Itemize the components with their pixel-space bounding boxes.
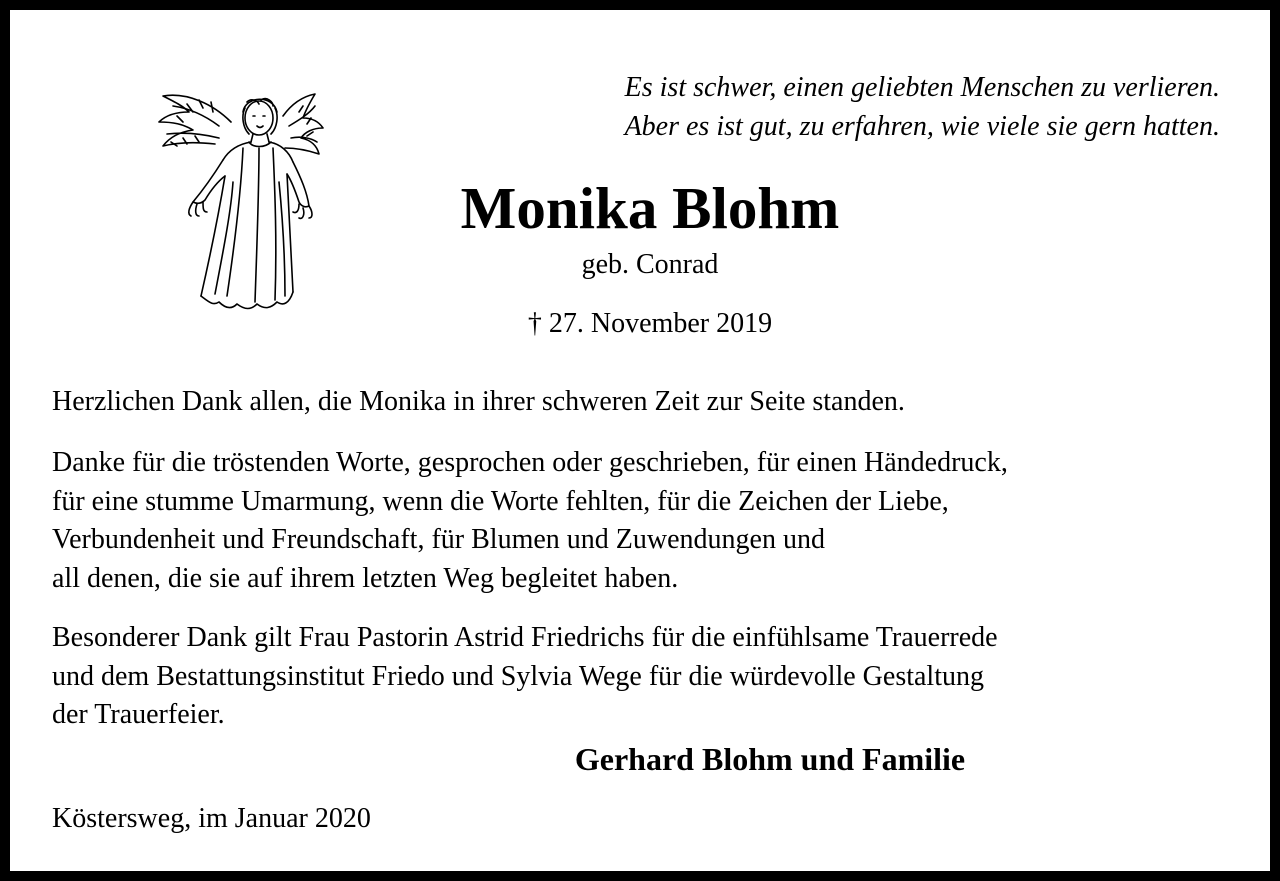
- quote-line: Aber es ist gut, zu erfahren, wie viele sie gern hatten.: [624, 111, 1220, 142]
- quote-line: Es ist schwer, einen geliebten Menschen zu verlieren.: [624, 72, 1220, 103]
- gratitude-paragraph: [52, 444, 1008, 599]
- special-thanks-paragraph: [52, 619, 998, 735]
- paragraph-line: der Trauerfeier.: [52, 699, 225, 731]
- paragraph-line: Besonderer Dank gilt Frau Pastorin Astrid Friedrichs für die einfühlsame Trauerrede: [52, 622, 998, 653]
- signature: Gerhard Blohm und Familie: [574, 741, 966, 777]
- angel-icon: [153, 82, 325, 320]
- place-date: Köstersweg, im Januar 2020: [52, 803, 371, 834]
- paragraph-line: all denen, die sie auf ihrem letzten Weg begleitet haben.: [52, 563, 679, 595]
- paragraph-line: Verbundenheit und Freundschaft, für Blumen und Zuwendungen und: [52, 524, 825, 556]
- death-date: † 27. November 2019: [527, 308, 773, 339]
- deceased-name: Monika Blohm: [460, 175, 840, 241]
- memorial-quote: [625, 68, 1220, 146]
- paragraph-line: für eine stumme Umarmung, wenn die Worte fehlten, für die Zeichen der Liebe,: [52, 485, 949, 517]
- maiden-name: geb. Conrad: [581, 249, 719, 280]
- paragraph-line: und dem Bestattungsinstitut Friedo und Sylvia Wege für die würdevolle Gestaltung: [52, 660, 984, 692]
- thanks-paragraph: Herzlichen Dank allen, die Monika in ihrer schweren Zeit zur Seite standen.: [52, 386, 905, 417]
- paragraph-line: Danke für die tröstenden Worte, gesprochen oder geschrieben, für einen Händedruck,: [52, 447, 1008, 478]
